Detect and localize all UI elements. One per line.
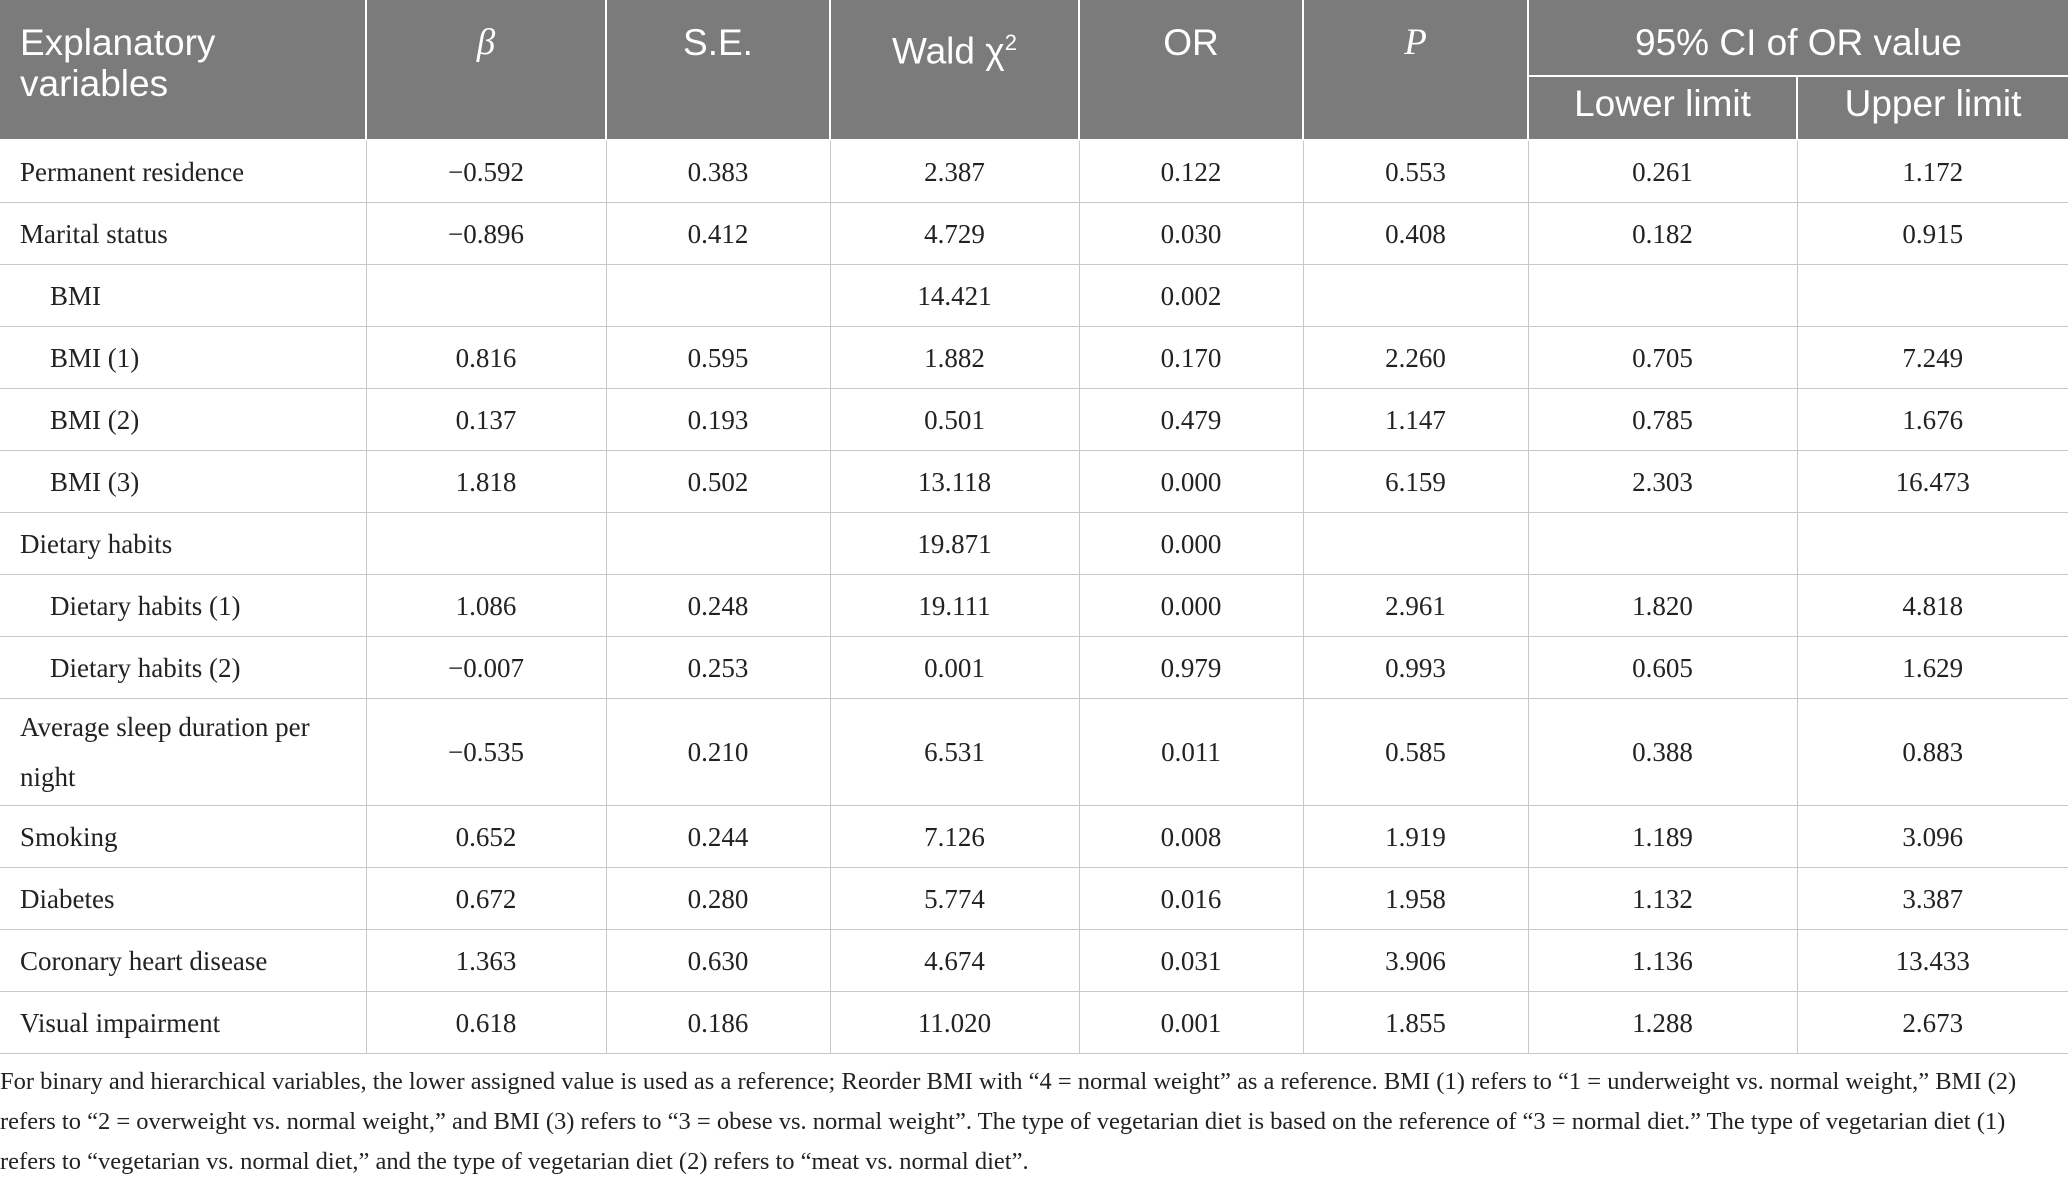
cell-upper: 16.473	[1797, 451, 2068, 513]
header-odds-ratio: OR	[1079, 0, 1303, 140]
header-upper-limit: Upper limit	[1797, 76, 2068, 140]
cell-upper: 3.096	[1797, 806, 2068, 868]
cell-wald: 1.882	[830, 327, 1079, 389]
cell-or: 0.031	[1079, 930, 1303, 992]
cell-upper: 1.629	[1797, 637, 2068, 699]
row-label: Coronary heart disease	[0, 930, 366, 992]
table-row	[0, 451, 2068, 513]
cell-beta	[366, 513, 606, 575]
row-label: BMI (1)	[0, 327, 366, 389]
header-standard-error: S.E.	[606, 0, 830, 140]
cell-beta: −0.896	[366, 203, 606, 265]
cell-lower: 0.182	[1528, 203, 1797, 265]
cell-lower: 1.136	[1528, 930, 1797, 992]
cell-upper: 0.915	[1797, 203, 2068, 265]
table-row	[0, 699, 2068, 806]
cell-wald: 13.118	[830, 451, 1079, 513]
cell-se: 0.502	[606, 451, 830, 513]
cell-se: 0.186	[606, 992, 830, 1054]
cell-beta: −0.592	[366, 140, 606, 203]
cell-lower	[1528, 265, 1797, 327]
cell-p: 0.408	[1303, 203, 1528, 265]
table-row	[0, 140, 2068, 203]
cell-or: 0.979	[1079, 637, 1303, 699]
cell-p: 1.855	[1303, 992, 1528, 1054]
cell-or: 0.170	[1079, 327, 1303, 389]
cell-beta: 0.652	[366, 806, 606, 868]
cell-or: 0.011	[1079, 699, 1303, 806]
cell-wald: 11.020	[830, 992, 1079, 1054]
cell-lower: 0.705	[1528, 327, 1797, 389]
cell-beta: 0.137	[366, 389, 606, 451]
table-row	[0, 389, 2068, 451]
cell-lower: 0.605	[1528, 637, 1797, 699]
cell-wald: 4.729	[830, 203, 1079, 265]
cell-p: 2.961	[1303, 575, 1528, 637]
cell-beta: 1.086	[366, 575, 606, 637]
cell-or: 0.000	[1079, 575, 1303, 637]
cell-lower: 1.132	[1528, 868, 1797, 930]
cell-lower: 1.189	[1528, 806, 1797, 868]
cell-wald: 0.501	[830, 389, 1079, 451]
cell-upper	[1797, 265, 2068, 327]
table-row	[0, 575, 2068, 637]
cell-wald: 2.387	[830, 140, 1079, 203]
cell-p: 1.147	[1303, 389, 1528, 451]
header-wald-chi-square	[830, 0, 1079, 140]
cell-upper: 4.818	[1797, 575, 2068, 637]
row-label: BMI	[0, 265, 366, 327]
cell-upper: 13.433	[1797, 930, 2068, 992]
cell-beta: 0.618	[366, 992, 606, 1054]
row-label: Permanent residence	[0, 140, 366, 203]
cell-p: 0.585	[1303, 699, 1528, 806]
cell-se: 0.383	[606, 140, 830, 203]
cell-wald: 19.111	[830, 575, 1079, 637]
table-footnote: For binary and hierarchical variables, the lower assigned value is used as a reference; Reorder BMI with “4 = normal weight” as a reference. BMI (1) refers to “1 = underweight vs. normal weight,” BMI (2) refers to “2 = overweight vs. normal weight,” and BMI (3) refers to “3 = obese vs. normal weight”. The type of vegetarian diet is based on the reference of “3 = normal diet.” The type of vegetarian diet (1) refers to “vegetarian vs. normal diet,” and the type of vegetarian diet (2) refers to “meat vs. normal diet”.	[0, 1068, 2017, 1175]
cell-se	[606, 265, 830, 327]
header-explanatory-variables: Explanatory variables	[0, 0, 366, 140]
cell-lower: 1.820	[1528, 575, 1797, 637]
header-wald-label: Wald χ	[892, 30, 1005, 72]
cell-se: 0.210	[606, 699, 830, 806]
table-row	[0, 327, 2068, 389]
cell-p	[1303, 513, 1528, 575]
table-row	[0, 637, 2068, 699]
row-label: Dietary habits	[0, 513, 366, 575]
header-beta: β	[366, 0, 606, 140]
row-label: BMI (2)	[0, 389, 366, 451]
row-label: Visual impairment	[0, 992, 366, 1054]
row-label: Diabetes	[0, 868, 366, 930]
cell-wald: 19.871	[830, 513, 1079, 575]
row-label: BMI (3)	[0, 451, 366, 513]
cell-lower	[1528, 513, 1797, 575]
cell-se: 0.193	[606, 389, 830, 451]
cell-p: 1.958	[1303, 868, 1528, 930]
header-wald-superscript: 2	[1004, 30, 1017, 55]
cell-beta: 0.672	[366, 868, 606, 930]
cell-wald: 14.421	[830, 265, 1079, 327]
cell-or: 0.002	[1079, 265, 1303, 327]
table-row	[0, 868, 2068, 930]
cell-p: 2.260	[1303, 327, 1528, 389]
table-body	[0, 140, 2068, 1054]
cell-or: 0.000	[1079, 451, 1303, 513]
cell-upper: 1.172	[1797, 140, 2068, 203]
cell-lower: 0.785	[1528, 389, 1797, 451]
cell-beta: 1.818	[366, 451, 606, 513]
row-label: Marital status	[0, 203, 366, 265]
cell-se	[606, 513, 830, 575]
cell-upper: 7.249	[1797, 327, 2068, 389]
cell-lower: 2.303	[1528, 451, 1797, 513]
cell-upper: 0.883	[1797, 699, 2068, 806]
cell-se: 0.630	[606, 930, 830, 992]
cell-or: 0.008	[1079, 806, 1303, 868]
cell-beta: 0.816	[366, 327, 606, 389]
cell-p	[1303, 265, 1528, 327]
cell-p: 3.906	[1303, 930, 1528, 992]
cell-or: 0.122	[1079, 140, 1303, 203]
cell-wald: 0.001	[830, 637, 1079, 699]
row-label: Average sleep duration per night	[0, 699, 366, 806]
cell-p: 0.993	[1303, 637, 1528, 699]
table-row	[0, 203, 2068, 265]
cell-se: 0.244	[606, 806, 830, 868]
cell-beta	[366, 265, 606, 327]
cell-se: 0.248	[606, 575, 830, 637]
cell-or: 0.000	[1079, 513, 1303, 575]
table-row	[0, 992, 2068, 1054]
cell-or: 0.016	[1079, 868, 1303, 930]
cell-beta: 1.363	[366, 930, 606, 992]
cell-se: 0.412	[606, 203, 830, 265]
table-row	[0, 806, 2068, 868]
row-label: Dietary habits (2)	[0, 637, 366, 699]
cell-wald: 4.674	[830, 930, 1079, 992]
table-header	[0, 0, 2068, 140]
header-lower-limit: Lower limit	[1528, 76, 1797, 140]
table-row	[0, 265, 2068, 327]
cell-wald: 5.774	[830, 868, 1079, 930]
cell-p: 0.553	[1303, 140, 1528, 203]
cell-upper	[1797, 513, 2068, 575]
cell-or: 0.479	[1079, 389, 1303, 451]
cell-or: 0.001	[1079, 992, 1303, 1054]
cell-p: 6.159	[1303, 451, 1528, 513]
cell-se: 0.595	[606, 327, 830, 389]
table-row	[0, 513, 2068, 575]
cell-lower: 0.261	[1528, 140, 1797, 203]
table-row	[0, 930, 2068, 992]
cell-lower: 0.388	[1528, 699, 1797, 806]
cell-p: 1.919	[1303, 806, 1528, 868]
cell-wald: 7.126	[830, 806, 1079, 868]
header-confidence-interval: 95% CI of OR value	[1528, 0, 2068, 76]
cell-lower: 1.288	[1528, 992, 1797, 1054]
cell-se: 0.253	[606, 637, 830, 699]
cell-or: 0.030	[1079, 203, 1303, 265]
row-label: Dietary habits (1)	[0, 575, 366, 637]
header-p-value: P	[1303, 0, 1528, 140]
cell-wald: 6.531	[830, 699, 1079, 806]
cell-se: 0.280	[606, 868, 830, 930]
cell-upper: 1.676	[1797, 389, 2068, 451]
cell-beta: −0.535	[366, 699, 606, 806]
cell-upper: 3.387	[1797, 868, 2068, 930]
cell-upper: 2.673	[1797, 992, 2068, 1054]
cell-beta: −0.007	[366, 637, 606, 699]
row-label: Smoking	[0, 806, 366, 868]
